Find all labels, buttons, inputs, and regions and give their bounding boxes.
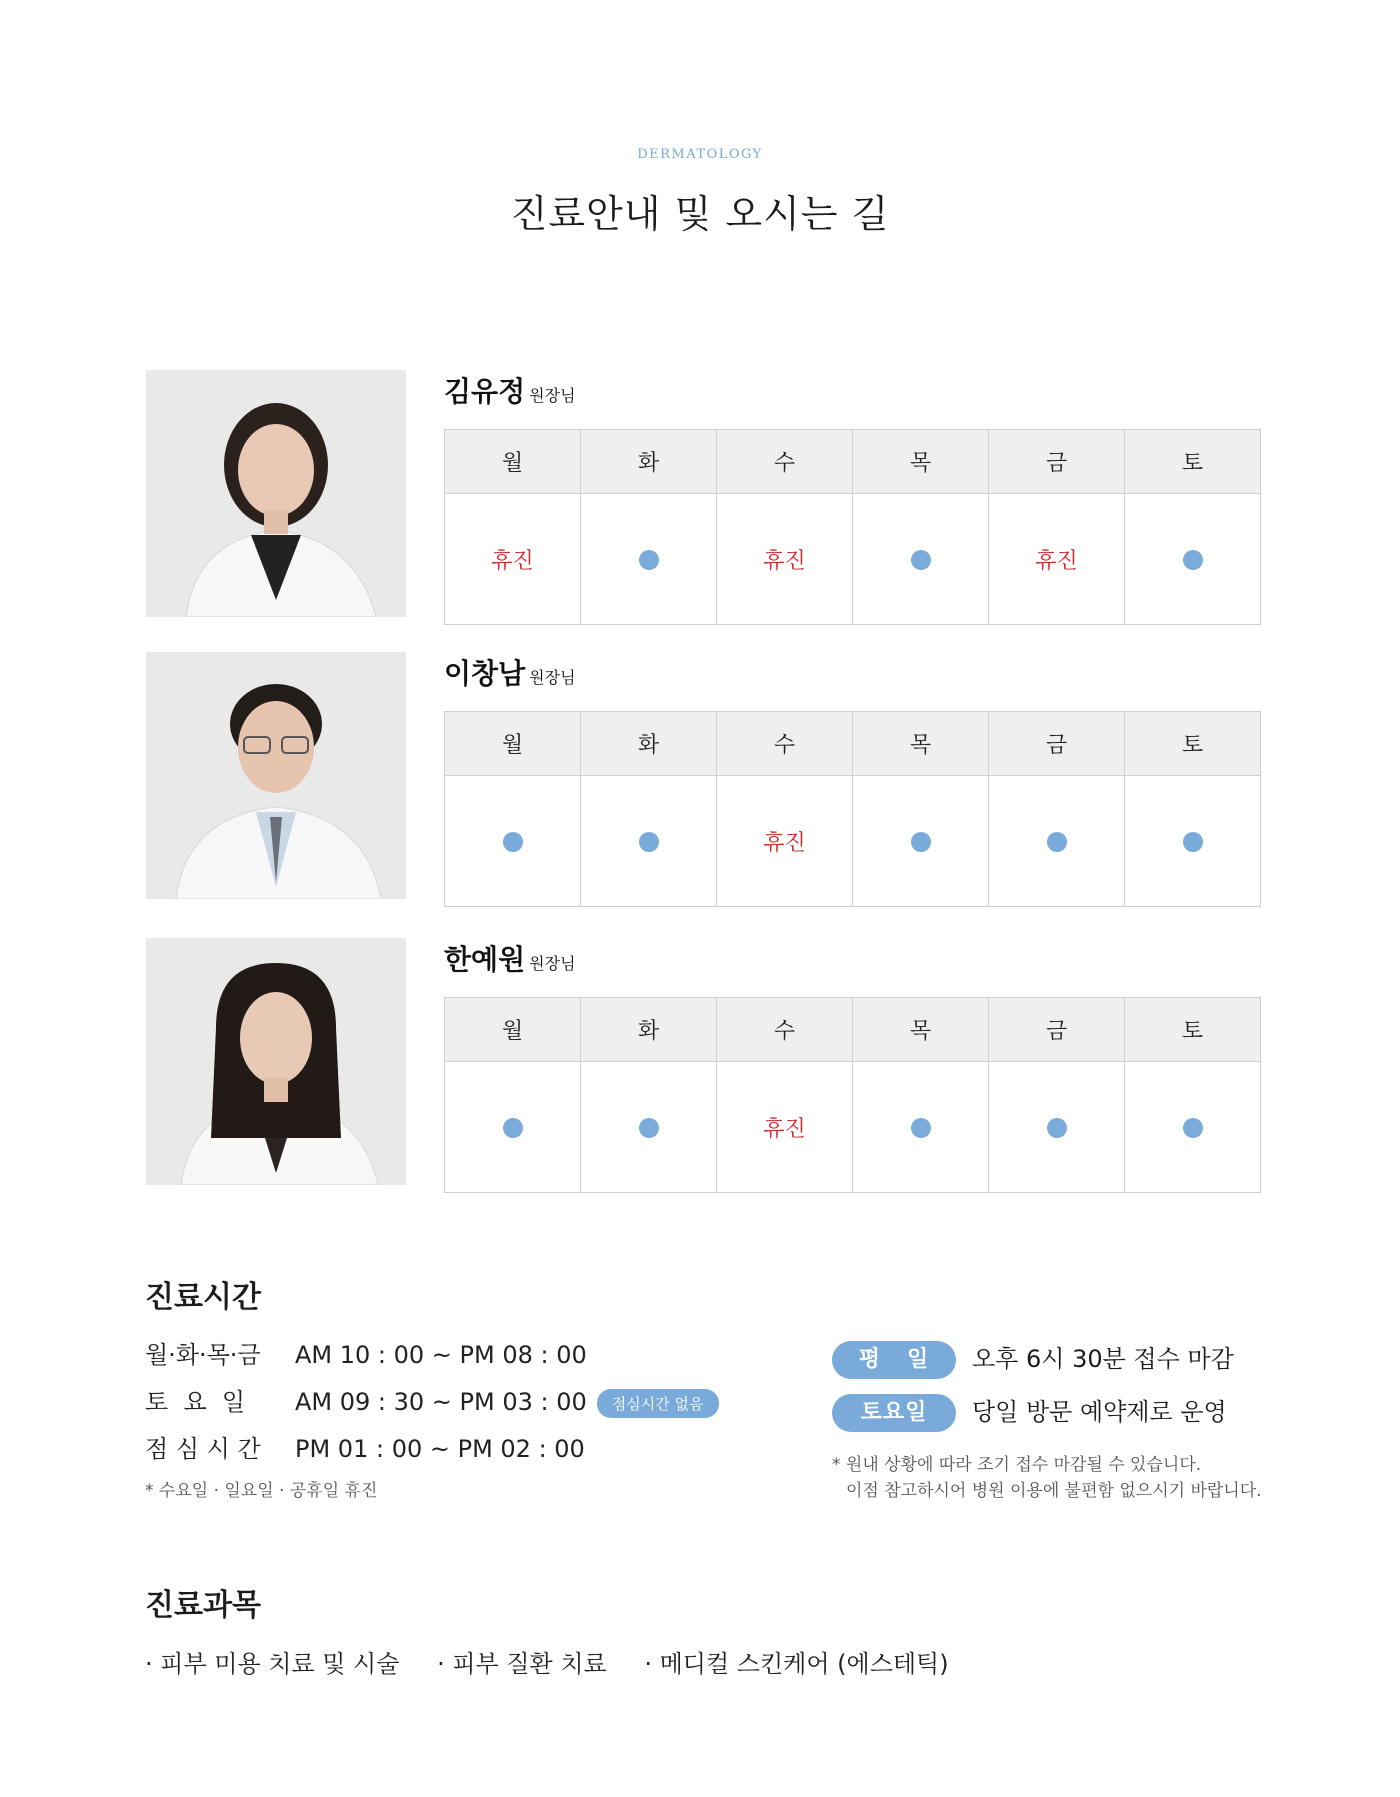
subject-item: · 피부 질환 치료 [437, 1650, 607, 1678]
hours-value: AM 09 : 30 ~ PM 03 : 00 [295, 1388, 587, 1416]
status-cell [445, 776, 581, 907]
weekday-notice [832, 1339, 1234, 1379]
dot-icon [1183, 550, 1203, 570]
status-cell [989, 776, 1125, 907]
page-eyebrow: DERMATOLOGY [637, 147, 763, 162]
day-fri: 금 [989, 430, 1125, 494]
day-sat: 토 [1125, 430, 1261, 494]
dot-icon [1047, 1118, 1067, 1138]
hours-row-saturday [145, 1382, 719, 1418]
day-fri: 금 [989, 998, 1125, 1062]
day-mon: 월 [445, 998, 581, 1062]
dot-icon [503, 1118, 523, 1138]
status-cell [717, 776, 853, 907]
status-cell [717, 1062, 853, 1193]
status-cell [445, 1062, 581, 1193]
hours-value: AM 10 : 00 ~ PM 08 : 00 [295, 1341, 587, 1369]
weekday-pill: 평 일 [832, 1341, 956, 1379]
status-cell [1125, 1062, 1261, 1193]
hours-label: 점 심 시 간 [145, 1435, 261, 1463]
weekday-notice-text: 오후 6시 30분 접수 마감 [972, 1345, 1234, 1373]
doctor-photo [146, 370, 406, 617]
schedule-header-row [445, 430, 1261, 494]
hours-row-weekday [145, 1335, 587, 1370]
closed-label: 휴진 [763, 548, 806, 574]
doctor-name-text: 한예원 [444, 943, 526, 976]
day-wed: 수 [717, 712, 853, 776]
doctor-portrait-icon [146, 370, 406, 617]
doctor-portrait-icon [146, 938, 406, 1185]
day-thu: 목 [853, 712, 989, 776]
day-sat: 토 [1125, 712, 1261, 776]
subject-item: · 피부 미용 치료 및 시술 [145, 1650, 400, 1678]
hours-label: 월·화·목·금 [145, 1341, 261, 1369]
schedule-table [444, 997, 1261, 1193]
doctor-card [146, 370, 1261, 620]
dot-icon [503, 832, 523, 852]
doctor-name [444, 652, 576, 692]
dot-icon [911, 832, 931, 852]
schedule-status-row [445, 776, 1261, 907]
schedule-table [444, 429, 1261, 625]
day-thu: 목 [853, 430, 989, 494]
schedule-table [444, 711, 1261, 907]
schedule-header-row [445, 998, 1261, 1062]
doctor-photo [146, 938, 406, 1185]
hours-title: 진료시간 [145, 1280, 261, 1315]
closed-days-note: * 수요일 · 일요일 · 공휴일 휴진 [145, 1481, 378, 1501]
status-cell [581, 776, 717, 907]
dot-icon [1047, 832, 1067, 852]
status-cell [853, 494, 989, 625]
dot-icon [911, 550, 931, 570]
day-wed: 수 [717, 430, 853, 494]
doctor-card [146, 938, 1261, 1188]
doctor-title: 원장님 [529, 386, 576, 405]
doctor-portrait-icon [146, 652, 406, 899]
day-tue: 화 [581, 712, 717, 776]
day-wed: 수 [717, 998, 853, 1062]
day-tue: 화 [581, 998, 717, 1062]
saturday-notice [832, 1392, 1227, 1432]
doctor-name [444, 370, 576, 410]
notice-line-1: * 원내 상황에 따라 조기 접수 마감될 수 있습니다. [832, 1455, 1202, 1475]
doctor-name [444, 938, 576, 978]
closed-label: 휴진 [1035, 548, 1078, 574]
status-cell [717, 494, 853, 625]
status-cell [581, 494, 717, 625]
status-cell [853, 1062, 989, 1193]
saturday-notice-text: 당일 방문 예약제로 운영 [972, 1398, 1227, 1426]
day-sat: 토 [1125, 998, 1261, 1062]
day-mon: 월 [445, 430, 581, 494]
dot-icon [639, 832, 659, 852]
closed-label: 휴진 [763, 830, 806, 856]
hours-value: PM 01 : 00 ~ PM 02 : 00 [295, 1435, 585, 1463]
no-lunch-badge: 점심시간 없음 [597, 1389, 719, 1418]
doctor-card [146, 652, 1261, 902]
dot-icon [911, 1118, 931, 1138]
status-cell [581, 1062, 717, 1193]
status-cell [445, 494, 581, 625]
dot-icon [639, 550, 659, 570]
notice-line-2: 이점 참고하시어 병원 이용에 불편함 없으시기 바랍니다. [846, 1481, 1262, 1501]
schedule-status-row [445, 494, 1261, 625]
day-mon: 월 [445, 712, 581, 776]
hours-row-lunch [145, 1429, 585, 1464]
dot-icon [639, 1118, 659, 1138]
status-cell [989, 494, 1125, 625]
doctor-title: 원장님 [529, 668, 576, 687]
schedule-status-row [445, 1062, 1261, 1193]
hours-label: 토 요 일 [145, 1388, 246, 1416]
schedule-header-row [445, 712, 1261, 776]
status-cell [1125, 494, 1261, 625]
closed-label: 휴진 [763, 1116, 806, 1142]
subjects-list [145, 1644, 979, 1679]
dot-icon [1183, 1118, 1203, 1138]
status-cell [853, 776, 989, 907]
day-fri: 금 [989, 712, 1125, 776]
subjects-title: 진료과목 [145, 1588, 261, 1623]
doctor-name-text: 이창남 [444, 657, 526, 690]
status-cell [1125, 776, 1261, 907]
closed-label: 휴진 [491, 548, 534, 574]
doctor-title: 원장님 [529, 954, 576, 973]
day-thu: 목 [853, 998, 989, 1062]
subject-item: · 메디컬 스킨케어 (에스테틱) [644, 1650, 949, 1678]
status-cell [989, 1062, 1125, 1193]
dot-icon [1183, 832, 1203, 852]
doctor-photo [146, 652, 406, 899]
saturday-pill: 토요일 [832, 1394, 956, 1432]
page-title: 진료안내 및 오시는 길 [510, 192, 890, 236]
doctor-name-text: 김유정 [444, 375, 526, 408]
day-tue: 화 [581, 430, 717, 494]
